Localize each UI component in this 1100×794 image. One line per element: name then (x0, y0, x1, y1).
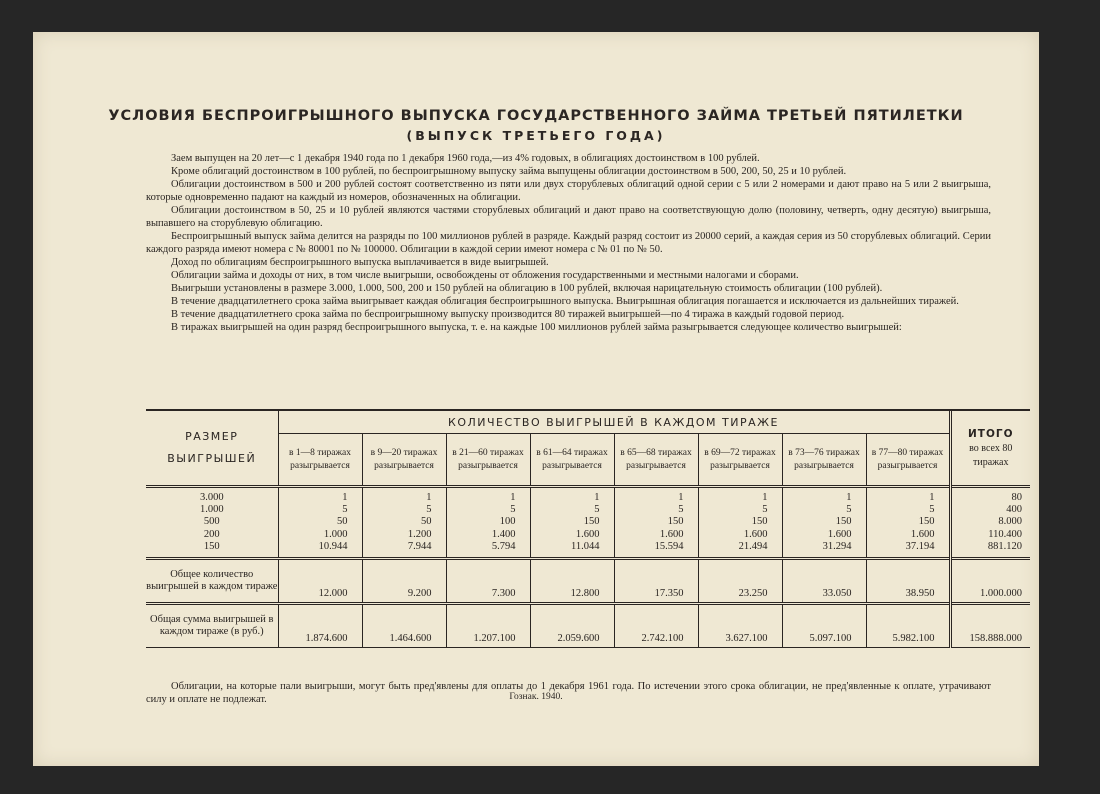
sum-value: 1.207.100 (446, 605, 530, 648)
table-cell: 1.600 (575, 528, 600, 540)
table-cell: 37.194 (905, 540, 935, 552)
table-cell: 1 (678, 492, 684, 503)
column-values (614, 488, 698, 559)
column-header: в 77—80 тиражах разыгрывается (866, 434, 950, 487)
paragraph: Заем выпущен на 20 лет—с 1 декабря 1940 года по 1 декабря 1960 года,—из 4% годовых, в облигациях достоинством в 100 рублей. (171, 153, 760, 164)
document-title: УСЛОВИЯ БЕСПРОИГРЫШНОГО ВЫПУСКА ГОСУДАРСТВЕННОГО ЗАЙМА ТРЕТЬЕЙ ПЯТИЛЕТКИ (108, 108, 964, 124)
total-values (950, 488, 1030, 559)
column-values (446, 488, 530, 559)
count-total: 1.000.000 (950, 560, 1030, 604)
total-cell: 110.400 (988, 528, 1022, 540)
table-cell: 50 (421, 516, 432, 528)
paragraph: Облигации достоинством в 50, 25 и 10 рублей являются частями сторублевых облигаций и дают право на соответствующую долю (половину, четверть, одну десятую) выигрыша, выпавшего на сторублевую облигацию. (146, 205, 991, 229)
sum-value: 2.742.100 (614, 605, 698, 648)
table-cell: 1.600 (827, 528, 852, 540)
count-value: 7.300 (446, 560, 530, 604)
size-values (146, 488, 278, 559)
count-value: 12.000 (278, 560, 362, 604)
table-cell: 10.944 (318, 540, 348, 552)
table-cell: 5 (762, 504, 768, 516)
table-cell: 15.594 (654, 540, 684, 552)
total-cell: 80 (1011, 492, 1022, 503)
winning-size: 150 (203, 540, 220, 552)
column-values (362, 488, 446, 559)
table-cell: 21.494 (738, 540, 768, 552)
table-cell: 1 (846, 492, 852, 503)
table-row (146, 488, 1030, 559)
sum-value: 5.982.100 (866, 605, 950, 648)
winning-size: 200 (203, 528, 220, 540)
table-cell: 5 (342, 504, 348, 516)
table-cell: 150 (667, 516, 684, 528)
sum-value: 3.627.100 (698, 605, 782, 648)
table-cell: 11.044 (571, 540, 600, 552)
table-cell: 1.600 (659, 528, 684, 540)
table-cell: 5.794 (491, 540, 516, 552)
winning-size: 1.000 (199, 504, 224, 516)
footnote-text: Облигации, на которые пали выигрыши, могут быть пред'явлены для оплаты до 1 декабря 1961 года. По истечении этого срока облигации, не пред'явленные к оплате, утрачивают силу и оплате не подлежат. (146, 681, 991, 705)
size-header: РАЗМЕР ВЫИГРЫШЕЙ (167, 430, 257, 465)
count-value: 17.350 (614, 560, 698, 604)
column-header: в 73—76 тиражах разыгрывается (782, 434, 866, 487)
sum-value: 1.464.600 (362, 605, 446, 648)
table-cell: 5 (594, 504, 600, 516)
table-cell: 5 (678, 504, 684, 516)
bond-sheet (33, 32, 1039, 766)
column-header: в 9—20 тиражах разыгрывается (362, 434, 446, 487)
table-cell: 150 (583, 516, 600, 528)
printer-mark: Гознак. 1940. (509, 692, 563, 702)
conditions-text (146, 152, 991, 334)
paragraph: Выигрыши установлены в размере 3.000, 1.000, 500, 200 и 150 рублей на облигацию в 100 рублей, включая нарицательную стоимость облигации (100 рублей). (171, 283, 883, 294)
paragraph: В течение двадцатилетнего срока займа по беспроигрышному выпуску производится 80 тиражей выигрышей—по 4 тиража в каждый годовой период. (171, 309, 845, 320)
table-cell: 50 (337, 516, 348, 528)
count-value: 12.800 (530, 560, 614, 604)
column-values (278, 488, 362, 559)
count-label: Общее количество выигрышей в каждом тираже (146, 569, 278, 593)
count-value: 33.050 (782, 560, 866, 604)
paragraph: В тиражах выигрышей на один разряд беспроигрышного выпуска, т. е. на каждые 100 миллионов рублей займа разыгрывается следующее количество выигрышей: (171, 322, 902, 333)
total-cell: 400 (1006, 504, 1022, 516)
paragraph: В течение двадцатилетнего срока займа выигрывает каждая облигация беспроигрышного выпуска. Выигрышная облигация погашается и исключается из дальнейших тиражей. (171, 296, 959, 307)
table-cell: 31.294 (822, 540, 852, 552)
paragraph: Беспроигрышный выпуск займа делится на разряды по 100 миллионов рублей в разряде. Каждый разряд состоит из 20000 серий, а каждая серия из 50 сторублевых облигаций. Серии каждого разряда имеют номера с № 80001 по № 100000. Облигации в каждой серии имеют номера с № 01 по № 50. (146, 231, 991, 255)
table-cell: 1.200 (407, 528, 432, 540)
total-cell: 881.120 (987, 540, 1022, 552)
sum-value: 2.059.600 (530, 605, 614, 648)
table-cell: 1.000 (323, 528, 348, 540)
table-cell: 150 (835, 516, 852, 528)
table-cell: 1 (762, 492, 768, 503)
count-row (146, 560, 1030, 604)
table-cell: 5 (426, 504, 432, 516)
table-cell: 5 (846, 504, 852, 516)
sum-label: Общая сумма выигрышей в каждом тираже (в руб.) (150, 614, 274, 638)
table-cell: 1 (510, 492, 516, 503)
sum-value: 1.874.600 (278, 605, 362, 648)
table-cell: 1 (929, 492, 935, 503)
total-header-sub: во всех 80 тиражах (969, 442, 1013, 468)
sum-value: 5.097.100 (782, 605, 866, 648)
paragraph: Кроме облигаций достоинством в 100 рублей, по беспроигрышному выпуску займа выпущены облигации достоинством в 500, 200, 50, 25 и 10 рублей. (171, 166, 847, 177)
table-cell: 1 (342, 492, 348, 503)
table-cell: 1.600 (743, 528, 768, 540)
column-values (782, 488, 866, 559)
column-values (698, 488, 782, 559)
table-cell: 100 (499, 516, 516, 528)
table-cell: 150 (751, 516, 768, 528)
total-header-title: ИТОГО (968, 427, 1014, 440)
table-cell: 1 (594, 492, 600, 503)
sum-total: 158.888.000 (950, 605, 1030, 648)
table-cell: 7.944 (407, 540, 432, 552)
column-values (530, 488, 614, 559)
column-header: в 69—72 тиражах разыгрывается (698, 434, 782, 487)
column-values (866, 488, 950, 559)
group-header: КОЛИЧЕСТВО ВЫИГРЫШЕЙ В КАЖДОМ ТИРАЖЕ (278, 411, 950, 434)
paragraph: Облигации достоинством в 500 и 200 рублей состоят соответственно из пяти или двух сторублевых облигаций одной серии с 5 или 2 номерами и дают право на 5 или 2 выигрыша, которые одновременно падают на каждый из номеров, обозначенных на облигации. (146, 179, 991, 203)
winning-size: 3.000 (199, 492, 224, 503)
column-header: в 61—64 тиражах разыгрывается (530, 434, 614, 487)
total-cell: 8.000 (998, 516, 1022, 528)
column-header: в 21—60 тиражах разыгрывается (446, 434, 530, 487)
count-value: 23.250 (698, 560, 782, 604)
count-value: 38.950 (866, 560, 950, 604)
document-subtitle: (ВЫПУСК ТРЕТЬЕГО ГОДА) (406, 128, 666, 143)
table-cell: 150 (918, 516, 935, 528)
count-value: 9.200 (362, 560, 446, 604)
table-cell: 5 (929, 504, 935, 516)
column-header: в 65—68 тиражах разыгрывается (614, 434, 698, 487)
winning-size: 500 (203, 516, 220, 528)
table-cell: 1.600 (910, 528, 935, 540)
paragraph: Облигации займа и доходы от них, в том числе выигрыши, освобождены от обложения государственными и местными налогами и сборами. (171, 270, 799, 281)
total-header (950, 411, 1030, 487)
table-cell: 5 (510, 504, 516, 516)
paragraph: Доход по облигациям беспроигрышного выпуска выплачивается в виде выигрышей. (171, 257, 549, 268)
column-header: в 1—8 тиражах разыгрывается (278, 434, 362, 487)
table-cell: 1 (426, 492, 432, 503)
sum-row (146, 605, 1030, 648)
table-cell: 1.400 (491, 528, 516, 540)
winnings-table (146, 409, 1030, 648)
